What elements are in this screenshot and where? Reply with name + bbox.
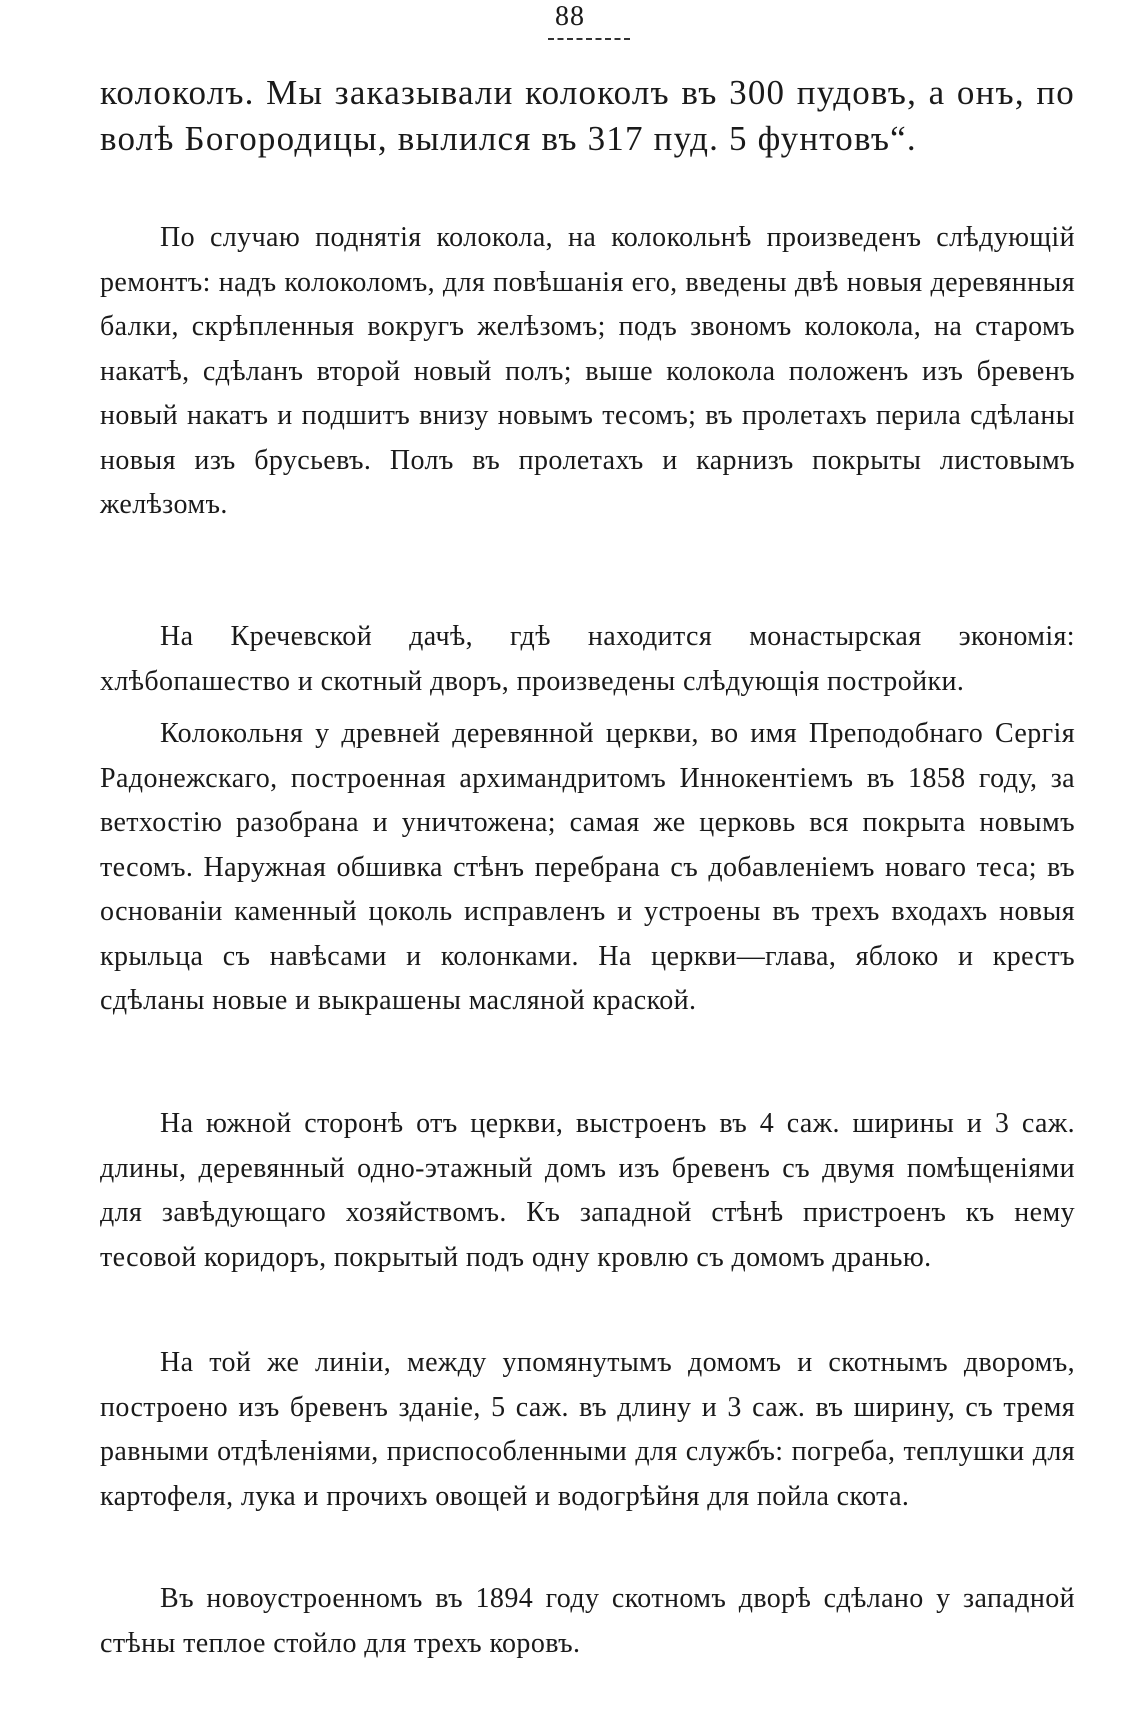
paragraph-text: Въ новоустроенномъ въ 1894 году скотномъ дворѣ сдѣлано у западной стѣны теплое стойло для трехъ коровъ. (100, 1583, 1075, 1659)
page-number-rule (548, 38, 630, 40)
paragraph-text: На южной сторонѣ отъ церкви, выстроенъ въ 4 саж. ширины и 3 саж. длины, деревянный одно-этажный домъ изъ бревенъ съ двумя помѣщеніями для завѣдующаго хозяйствомъ. Къ западной стѣнѣ пристроенъ къ нему тесовой коридоръ, покрытый подъ одну кровлю съ домомъ дранью. (100, 1108, 1075, 1273)
paragraph-text: колоколъ. Мы заказывали колоколъ въ 300 пудовъ, а онъ, по волѣ Богородицы, вылился въ 317 пуд. 5 фунтовъ“. (100, 73, 1075, 158)
cowshed-paragraph (100, 1577, 1075, 1666)
krechev-estate-paragraph (100, 615, 1075, 704)
belfry-repair-paragraph (100, 216, 1075, 528)
paragraph-text: Колокольня у древней деревянной церкви, во имя Преподобнаго Сергія Радонежскаго, построенная архимандритомъ Иннокентіемъ въ 1858 году, за ветхостію разобрана и уничтожена; самая же церковь вся покрыта новымъ тесомъ. Наружная обшивка стѣнъ перебрана съ добавленіемъ новаго теса; въ основаніи каменный цоколь исправленъ и устроены въ трехъ входахъ новыя крыльца съ навѣсами и колонками. На церкви—глава, яблоко и крестъ сдѣланы новые и выкрашены масляной краской. (100, 718, 1075, 1016)
page-number: 88 (555, 1, 585, 32)
paragraph-text: На Кречевской дачѣ, гдѣ находится монастырская экономія: хлѣбопашество и скотный дворъ, произведены слѣдующія постройки. (100, 621, 1075, 697)
quote-ending-paragraph (100, 70, 1075, 162)
paragraph-text: По случаю поднятія колокола, на колокольнѣ произведенъ слѣдующій ремонтъ: надъ колоколомъ, для повѣшанія его, введены двѣ новыя деревянныя балки, скрѣпленныя вокругъ желѣзомъ; подъ звономъ колокола, на старомъ накатѣ, сдѣланъ второй новый полъ; выше колокола положенъ изъ бревенъ новый накатъ и подшитъ внизу новымъ тесомъ; въ пролетахъ перила сдѣланы новыя изъ брусьевъ. Полъ въ пролетахъ и карнизъ покрыты листовымъ желѣзомъ. (100, 222, 1075, 520)
wooden-church-paragraph (100, 712, 1075, 1024)
storehouse-paragraph (100, 1341, 1075, 1519)
paragraph-text: На той же линіи, между упомянутымъ домомъ и скотнымъ дворомъ, построено изъ бревенъ зданіе, 5 саж. въ длину и 3 саж. въ ширину, съ тремя равными отдѣленіями, приспособленными для службъ: погреба, теплушки для картофеля, лука и прочихъ овощей и водогрѣйня для пойла скота. (100, 1347, 1075, 1512)
manager-house-paragraph (100, 1102, 1075, 1280)
